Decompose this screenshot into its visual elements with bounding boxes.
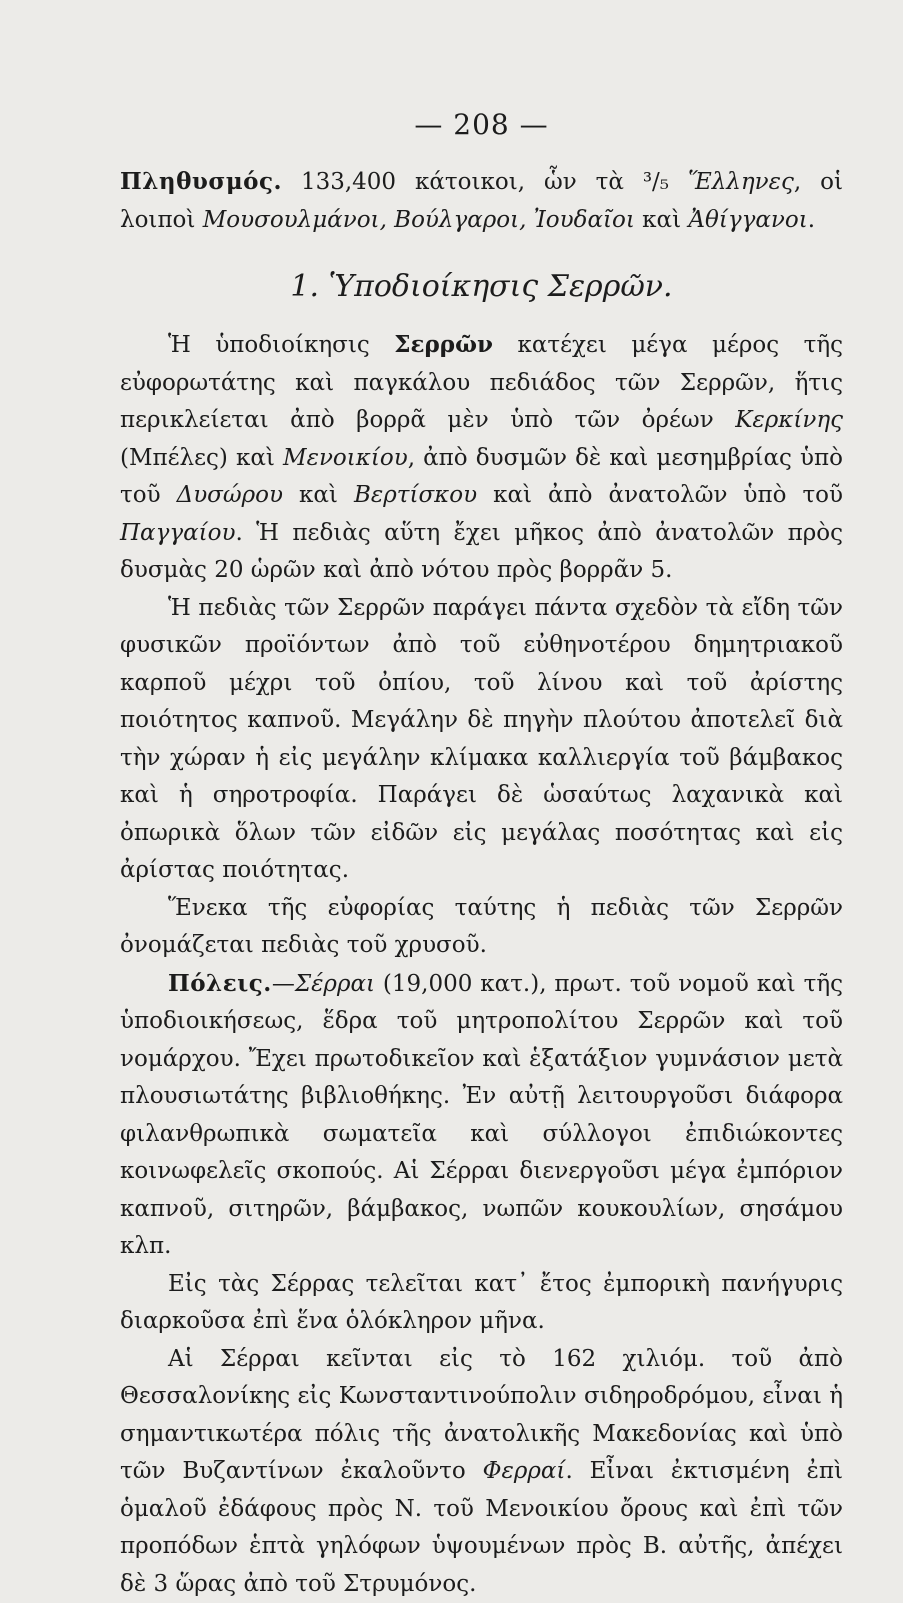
population-greeks: Ἕλληνες [688, 169, 794, 195]
population-text-2: , οἱ λοιποὶ [120, 169, 843, 233]
p1-text-4: , ἀπὸ δυσμῶν δὲ καὶ μεσημβρίας ὑπὸ τοῦ [120, 445, 843, 509]
p1-text-2: κατέχει μέγα μέρος τῆς εὐφορωτάτης καὶ παγκάλου πεδιάδος τῶν Σερρῶν, ἥτις περικλείεται ἀπὸ βορρᾶ μὲν ὑπὸ τῶν ὀρέων [120, 332, 843, 433]
cities-text-2: (19,000 κατ.), πρωτ. τοῦ νομοῦ καὶ τῆς ὑποδιοικήσεως, ἕδρα τοῦ μητροπολίτου Σερρῶν καὶ τοῦ νομάρχου. Ἔχει πρωτοδικεῖον καὶ ἑξατάξιον γυμνάσιον μετὰ πλουσιωτάτης βιβλιοθήκης. Ἐν αὐτῇ λειτουργοῦσι διάφορα φιλανθρωπικὰ σωματεῖα καὶ σύλλογοι ἐπιδιώκοντες κοινωφελεῖς σκοπούς. Αἱ Σέρραι διενεργοῦσι μέγα ἐμπόριον καπνοῦ, σιτηρῶν, βάμβακος, νωπῶν κουκουλίων, σησάμου κλπ. [120, 971, 843, 1260]
cities-text-1: — [272, 971, 295, 997]
population-text-3: καὶ [635, 207, 689, 233]
p1-text-1: Ἡ ὑποδιοίκησις [168, 332, 394, 358]
p1-text-3: (Μπέλες) καὶ [120, 445, 283, 471]
paragraph-products: Ἡ πεδιὰς τῶν Σερρῶν παράγει πάντα σχεδὸν τὰ εἴδη τῶν φυσικῶν προϊόντων ἀπὸ τοῦ εὐθηνοτέρου δημητριακοῦ καρποῦ μέχρι τοῦ ὀπίου, τοῦ λίνου καὶ τοῦ ἀρίστης ποιότητος καπνοῦ. Μεγάλην δὲ πηγὴν πλούτου ἀποτελεῖ διὰ τὴν χώραν ἡ εἰς μεγάλην κλίμακα καλλιεργία τοῦ βάμβακος καὶ ἡ σηροτροφία. Παράγει δὲ ὡσαύτως λαχανικὰ καὶ ὀπωρικὰ ὅλων τῶν εἰδῶν εἰς μεγάλας ποσότητας καὶ εἰς ἀρίστας ποιότητας. [120, 590, 843, 890]
population-paragraph [120, 163, 843, 239]
paragraph-location [120, 1341, 843, 1603]
paragraph-fair: Εἰς τὰς Σέρρας τελεῖται κατ᾽ ἔτος ἐμπορικὴ πανήγυρις διαρκοῦσα ἐπὶ ἕνα ὁλόκληρον μῆνα. [120, 1266, 843, 1341]
p6-text-1: Αἱ Σέρραι κεῖνται εἰς τὸ 162 χιλιόμ. τοῦ ἀπὸ Θεσσαλονίκης εἰς Κωνσταντινούπολιν σιδηροδρόμου, εἶναι ἡ σημαντικωτέρα πόλις τῆς ἀνατολικῆς Μακεδονίας καὶ ὑπὸ τῶν Βυζαντίνων ἐκαλοῦντο [120, 1346, 843, 1485]
p1-dysoron: Δυσώρου [177, 482, 283, 508]
population-text-4: . [808, 207, 815, 233]
p1-vertiskos: Βερτίσκου [354, 482, 477, 508]
p1-text-5: καὶ [283, 482, 354, 508]
p1-pangaion: Παγγαίου [120, 520, 235, 546]
p1-text-7: . Ἡ πεδιὰς αὕτη ἔχει μῆκος ἀπὸ ἀνατολῶν πρὸς δυσμὰς 20 ὡρῶν καὶ ἀπὸ νότου πρὸς βορρᾶν 5. [120, 520, 843, 584]
population-label: Πληθυσμός. [120, 168, 282, 195]
section-heading: 1. Ὑποδιοίκησις Σερρῶν. [120, 269, 843, 304]
p1-text-6: καὶ ἀπὸ ἀνατολῶν ὑπὸ τοῦ [477, 482, 843, 508]
paragraph-subprefecture [120, 326, 843, 590]
p6-pherrai: Φερραί [483, 1458, 566, 1484]
population-gypsies: Ἀθίγγανοι [688, 207, 807, 233]
p1-serron: Σερρῶν [394, 331, 493, 358]
population-groups: Μουσουλμάνοι, Βούλγαροι, Ἰουδαῖοι [203, 207, 635, 233]
paragraph-golden-plain: Ἕνεκα τῆς εὐφορίας ταύτης ἡ πεδιὰς τῶν Σερρῶν ὀνομάζεται πεδιὰς τοῦ χρυσοῦ. [120, 890, 843, 965]
p1-kerkini: Κερκίνης [735, 407, 843, 433]
population-text-1: 133,400 κάτοικοι, ὧν τὰ ³/₅ [282, 169, 688, 195]
page-number: — 208 — [120, 108, 843, 141]
paragraph-cities [120, 965, 843, 1266]
cities-serrai: Σέρραι [295, 971, 375, 997]
cities-label: Πόλεις. [168, 970, 272, 997]
p1-menoikion: Μενοικίου [283, 445, 408, 471]
p6-text-2: . Εἶναι ἐκτισμένη ἐπὶ ὁμαλοῦ ἐδάφους πρὸς Ν. τοῦ Μενοικίου ὄρους καὶ ἐπὶ τῶν προπόδων ἑπτὰ γηλόφων ὑψουμένων πρὸς Β. αὐτῆς, ἀπέχει δὲ 3 ὥρας ἀπὸ τοῦ Στρυμόνος. [120, 1458, 843, 1597]
